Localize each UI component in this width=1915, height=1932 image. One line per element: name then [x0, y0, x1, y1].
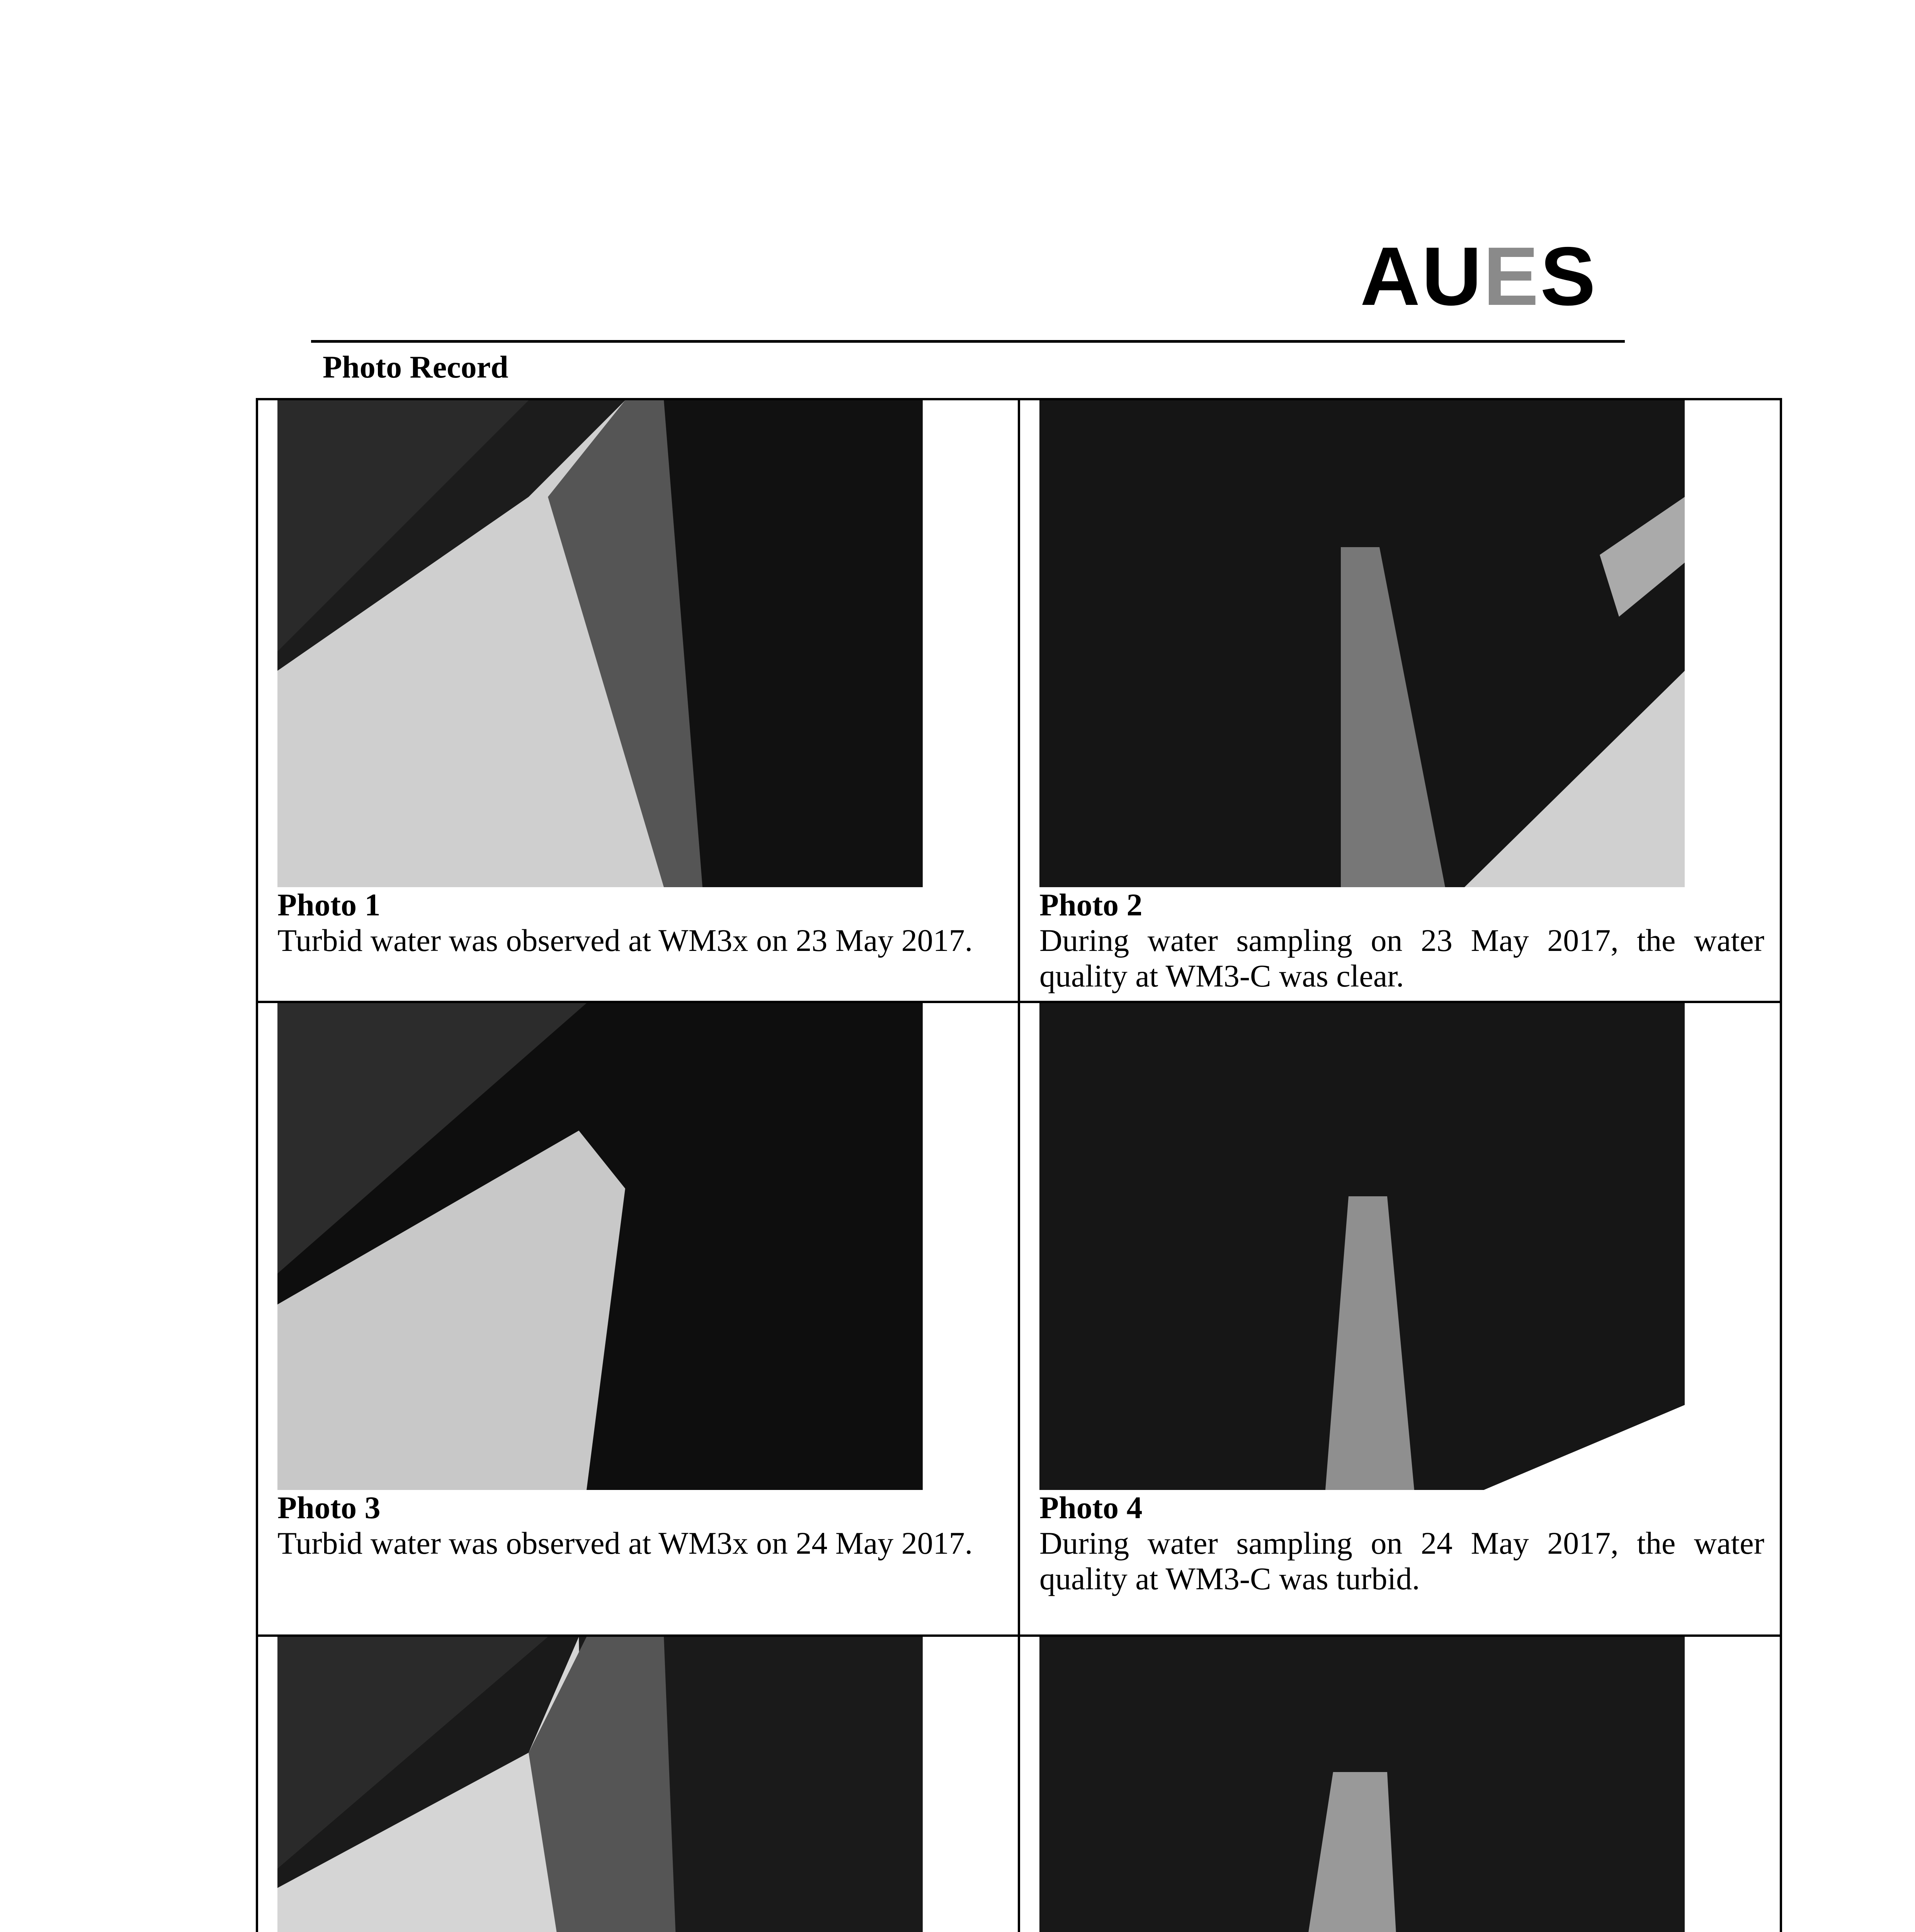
photo-caption: During water sampling on 24 May 2017, the water quality at WM3-C was turbid. — [1039, 1526, 1764, 1596]
photo-5-drawing — [277, 1637, 923, 1932]
photo-caption: Turbid water was observed at WM3x on 24 May 2017. — [277, 1526, 973, 1561]
photo-cell-3 — [257, 1002, 1019, 1636]
photo-image — [277, 1003, 923, 1490]
photo-title: Photo 4 — [1039, 1490, 1143, 1525]
photo-table — [256, 398, 1782, 1932]
photo-4-drawing — [1039, 1003, 1685, 1490]
section-title: Photo Record — [323, 349, 509, 384]
photo-cell-2 — [1019, 399, 1781, 1002]
photo-image — [277, 400, 923, 887]
photo-caption: Turbid water was observed at WM3x on 23 May 2017. — [277, 923, 973, 958]
photo-image — [1039, 1637, 1685, 1932]
photo-2-drawing — [1039, 400, 1685, 887]
photo-image — [1039, 1003, 1685, 1490]
logo-text-right: S — [1540, 230, 1597, 323]
photo-cell-1 — [257, 399, 1019, 1002]
photo-image — [1039, 400, 1685, 887]
header-rule — [311, 340, 1625, 343]
photo-6-drawing — [1039, 1637, 1685, 1932]
photo-title: Photo 1 — [277, 887, 381, 922]
photo-1-drawing — [277, 400, 923, 887]
company-logo — [1360, 232, 1597, 321]
photo-cell-6 — [1019, 1636, 1781, 1932]
photo-title: Photo 2 — [1039, 887, 1143, 922]
photo-caption: During water sampling on 23 May 2017, the water quality at WM3-C was clear. — [1039, 923, 1764, 993]
photo-cell-4 — [1019, 1002, 1781, 1636]
photo-cell-5 — [257, 1636, 1019, 1932]
photo-title: Photo 3 — [277, 1490, 381, 1525]
photo-3-drawing — [277, 1003, 923, 1490]
logo-text-mid: E — [1483, 230, 1540, 323]
logo-text-left: AU — [1360, 230, 1483, 323]
photo-image — [277, 1637, 923, 1932]
